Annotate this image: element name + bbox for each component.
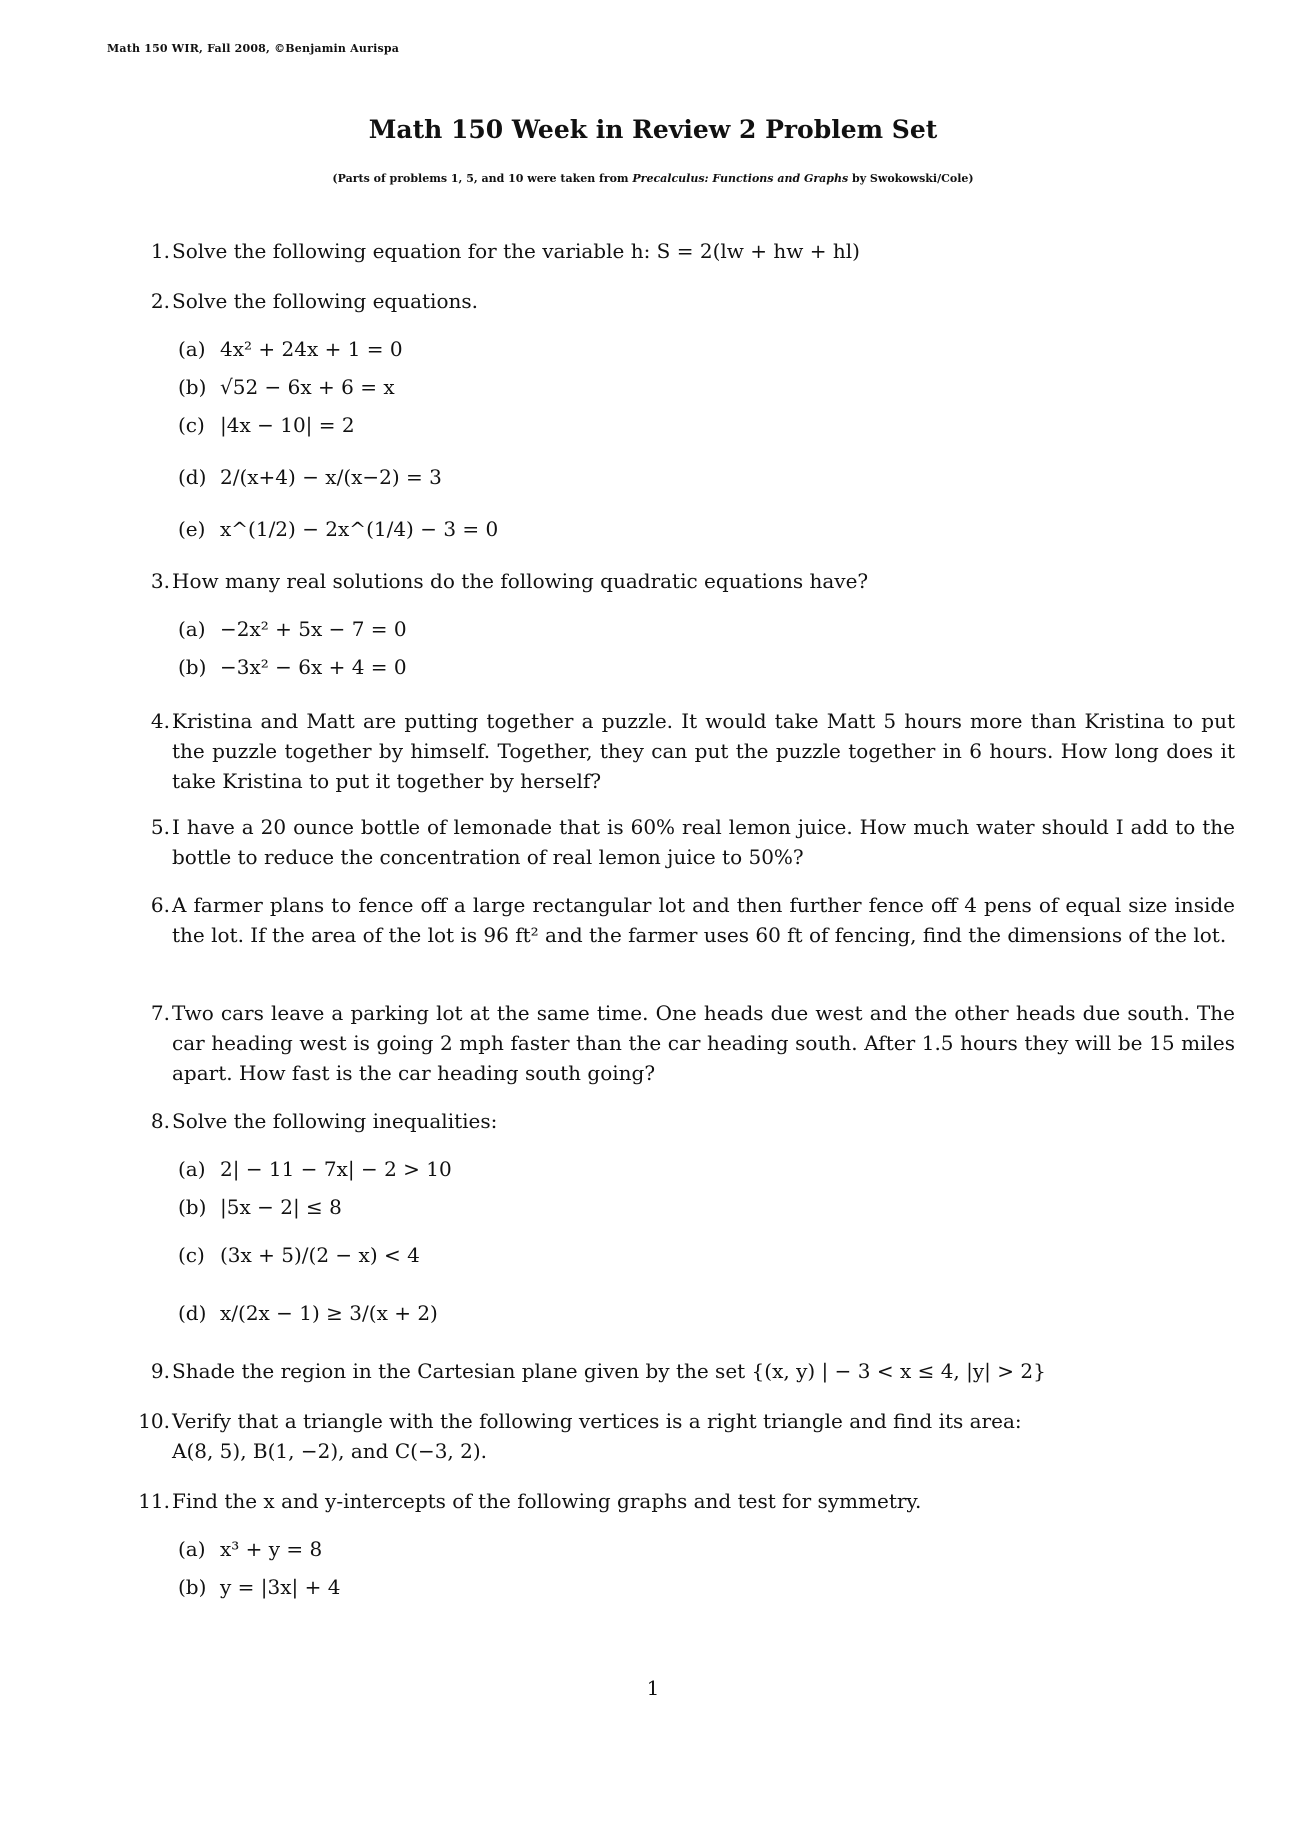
part-label: (e) [178, 517, 206, 541]
vertices: A(8, 5), B(1, −2), and C(−3, 2). [172, 1439, 488, 1463]
problem-number: 2. [150, 289, 170, 313]
part-label: (c) [178, 413, 205, 437]
problem-number: 5. [150, 815, 170, 839]
problem-number: 3. [150, 569, 170, 593]
problem-3b [178, 652, 407, 682]
part-label: (d) [178, 1301, 207, 1325]
part-label: (c) [178, 1243, 205, 1267]
problem-number: 7. [150, 1001, 170, 1025]
problem-number: 8. [150, 1109, 170, 1133]
problem-number: 10. [138, 1409, 170, 1433]
equation: −3x² − 6x + 4 = 0 [220, 655, 407, 679]
equation: 2| − 11 − 7x| − 2 > 10 [220, 1157, 452, 1181]
part-label: (b) [178, 655, 207, 679]
equation: y = |3x| + 4 [220, 1575, 341, 1599]
problem-2b [178, 372, 395, 402]
problem-text: Shade the region in the Cartesian plane given by the set {(x, y) | − 3 < x ≤ 4, |y| > 2} [172, 1359, 1046, 1383]
equation: −2x² + 5x − 7 = 0 [220, 617, 407, 641]
equation: x/(2x − 1) ≥ 3/(x + 2) [220, 1301, 438, 1325]
equation: x^(1/2) − 2x^(1/4) − 3 = 0 [220, 517, 499, 541]
page-number: 1 [646, 1676, 660, 1700]
subtitle-post: by Swokowski/Cole) [848, 172, 974, 185]
part-label: (a) [178, 1537, 206, 1561]
part-label: (a) [178, 617, 206, 641]
part-label: (b) [178, 1195, 207, 1219]
subtitle-book: Precalculus: Functions and Graphs [632, 172, 849, 185]
problem-text [172, 1406, 1235, 1466]
problem-8b [178, 1192, 342, 1222]
part-label: (b) [178, 375, 207, 399]
problem-text: Solve the following equations. [172, 289, 478, 313]
problem-8d [178, 1298, 438, 1328]
problem-8c [178, 1240, 420, 1270]
problem-text: Find the x and y-intercepts of the following graphs and test for symmetry. [172, 1489, 922, 1513]
problem-number: 9. [150, 1359, 170, 1383]
problem-2c [178, 410, 355, 440]
running-head: Math 150 WIR, Fall 2008, ©Benjamin Aurispa [107, 42, 400, 55]
equation: x³ + y = 8 [220, 1537, 323, 1561]
problem-number: 11. [138, 1489, 170, 1513]
problem-2a [178, 334, 403, 364]
problem-3a [178, 614, 407, 644]
part-label: (d) [178, 465, 207, 489]
problem-text: I have a 20 ounce bottle of lemonade that is 60% real lemon juice. How much water should I add to the bottle to reduce the concentration of real lemon juice to 50%? [172, 815, 1235, 869]
problem-number: 6. [150, 893, 170, 917]
problem-text: A farmer plans to fence off a large rectangular lot and then further fence off 4 pens of equal size inside the lot. If the area of the lot is 96 ft² and the farmer uses 60 ft of fencing, find the dimensions of the lot. [172, 893, 1235, 947]
problem-number: 4. [150, 709, 170, 733]
part-label: (a) [178, 337, 206, 361]
equation: √52 − 6x + 6 = x [220, 375, 395, 399]
problem-text-line-1: Verify that a triangle with the following vertices is a right triangle and find its area: [172, 1409, 1022, 1433]
problem-text: Solve the following inequalities: [172, 1109, 498, 1133]
problem-2e [178, 514, 498, 544]
problem-2d [178, 462, 442, 492]
equation: 4x² + 24x + 1 = 0 [220, 337, 403, 361]
part-label: (a) [178, 1157, 206, 1181]
equation: 2/(x+4) − x/(x−2) = 3 [220, 465, 442, 489]
equation: |4x − 10| = 2 [220, 413, 355, 437]
subtitle [0, 172, 1306, 185]
page-title: Math 150 Week in Review 2 Problem Set [368, 115, 938, 144]
part-label: (b) [178, 1575, 207, 1599]
problem-11b [178, 1572, 340, 1602]
equation: (3x + 5)/(2 − x) < 4 [220, 1243, 420, 1267]
equation: |5x − 2| ≤ 8 [220, 1195, 342, 1219]
problem-text: Two cars leave a parking lot at the same time. One heads due west and the other heads due south. The car heading west is going 2 mph faster than the car heading south. After 1.5 hours they will be 15 miles apart. How fast is the car heading south going? [172, 1001, 1235, 1085]
problem-text: How many real solutions do the following quadratic equations have? [172, 569, 869, 593]
problem-number: 1. [150, 239, 170, 263]
problem-11a [178, 1534, 322, 1564]
subtitle-pre: (Parts of problems 1, 5, and 10 were taken from [332, 172, 633, 185]
problem-8a [178, 1154, 452, 1184]
problem-text: Solve the following equation for the variable h: S = 2(lw + hw + hl) [172, 239, 860, 263]
problem-text: Kristina and Matt are putting together a puzzle. It would take Matt 5 hours more than Kristina to put the puzzle together by himself. Together, they can put the puzzle together in 6 hours. How long does it take Kristina to put it together by herself? [172, 709, 1235, 793]
